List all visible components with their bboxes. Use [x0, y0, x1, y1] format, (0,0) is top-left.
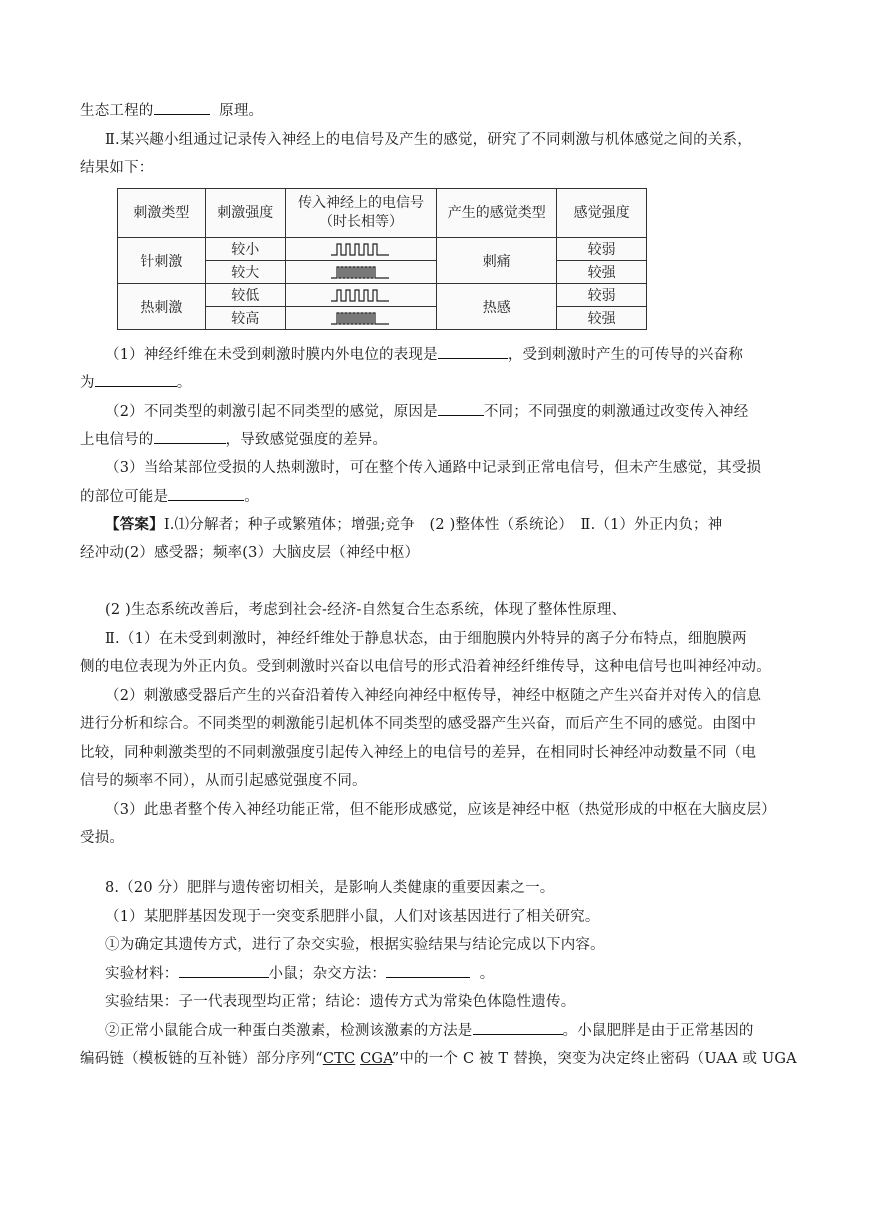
sparse-signal-icon: [329, 287, 393, 303]
text-segment: 不同；不同强度的刺激通过改变传入神经: [483, 404, 749, 420]
answer-blank: [95, 374, 177, 387]
text-line: 受损。: [80, 830, 125, 846]
table-row: [118, 284, 647, 307]
text-segment: ②正常小鼠能合成一种蛋白类激素，检测该激素的方法是: [105, 1023, 473, 1039]
text-segment: 原理。: [219, 103, 264, 119]
text-segment: 上电信号的: [80, 432, 154, 448]
table-row: [118, 238, 647, 261]
text-segment: ，受到刺激时产生的可传导的兴奋称: [507, 347, 744, 363]
text-line: （3）当给某部位受损的人热刺激时，可在整个传入通路中记录到正常电信号，但未产生感觉，其受损: [105, 460, 762, 476]
signal-cell: [285, 307, 437, 330]
text-line: [105, 962, 494, 983]
text-line: 侧的电位表现为外正内负。受到刺激时兴奋以电信号的形式沿着神经纤维传导，这种电信号也叫神经冲动。: [80, 659, 771, 675]
table-cell: 较强: [557, 307, 647, 330]
text-line: （3）此患者整个传入神经功能正常，但不能形成感觉，应该是神经中枢（热觉形成的中枢在大脑皮层）: [105, 802, 776, 818]
text-line: 进行分析和综合。不同类型的刺激能引起机体不同类型的感受器产生兴奋，而后产生不同的感觉。由图中: [80, 716, 757, 732]
table-header: 产生的感觉类型: [437, 189, 557, 238]
table-header: 感觉强度: [557, 189, 647, 238]
answer-label: 【答案】: [105, 516, 164, 533]
signal-cell: [285, 284, 437, 307]
text-line: 8.（20 分）肥胖与遗传密切相关，是影响人类健康的重要因素之一。: [105, 880, 555, 896]
table-cell: 较大: [205, 261, 285, 284]
signal-cell: [285, 238, 437, 261]
text-segment: （2）不同类型的刺激引起不同类型的感觉，原因是: [105, 404, 438, 420]
text-line: 实验结果：子一代表现型均正常；结论：遗传方式为常染色体隐性遗传。: [105, 994, 576, 1010]
text-line: Ⅱ.（1）在未受到刺激时，神经纤维处于静息状态，由于细胞膜内外特异的离子分布特点，细胞膜两: [105, 631, 747, 647]
text-segment: 。: [479, 966, 495, 982]
text-segment: 。: [244, 489, 259, 505]
answer-blank: [154, 431, 226, 444]
text-segment: 。: [176, 375, 192, 391]
text-line: [80, 485, 259, 506]
stimulus-table: [117, 188, 647, 330]
answer-blank: [473, 1022, 563, 1035]
table-cell: 刺痛: [437, 238, 557, 284]
text-segment: 生态工程的: [80, 103, 154, 119]
header-line: 传入神经上的电信号: [298, 195, 425, 211]
answer-blank: [154, 102, 210, 115]
answer-line: [105, 513, 722, 534]
answer-line: 经冲动(2）感受器；频率(3）大脑皮层（神经中枢）: [80, 545, 420, 561]
text-line: (2 )生态系统改善后，考虑到社会-经济-自然复合生态系统，体现了整体性原理、: [105, 602, 627, 618]
answer-blank: [438, 346, 508, 359]
table-header-row: [118, 189, 647, 238]
table-cell: 较强: [557, 261, 647, 284]
text-line: [80, 371, 191, 392]
underlined-codon: CGA: [360, 1051, 392, 1067]
text-line: [80, 1047, 797, 1068]
dense-signal-icon: [329, 310, 393, 326]
table-cell: 较弱: [557, 284, 647, 307]
answer-blank: [179, 965, 269, 978]
text-segment: 编码链（模板链的互补链）部分序列“: [80, 1051, 323, 1067]
answer-blank: [386, 965, 470, 978]
table-cell: 热感: [437, 284, 557, 330]
table-cell: 较弱: [557, 238, 647, 261]
text-line: （2）刺激感受器后产生的兴奋沿着传入神经向神经中枢传导，神经中枢随之产生兴奋并对传入的信息: [105, 688, 762, 704]
text-segment: 为: [80, 375, 95, 391]
text-line: [80, 428, 387, 449]
text-segment: Ⅰ.⑴分解者；种子或繁殖体；增强;竞争 (2 )整体性（系统论） Ⅱ.（1）外正内负；神: [163, 517, 723, 533]
table-header: 刺激强度: [205, 189, 285, 238]
text-line: [80, 99, 263, 120]
text-line: ①为确定其遗传方式，进行了杂交实验，根据实验结果与结论完成以下内容。: [105, 937, 605, 953]
text-segment: （1）神经纤维在未受到刺激时膜内外电位的表现是: [105, 347, 438, 363]
table-cell: 较高: [205, 307, 285, 330]
answer-blank: [438, 403, 484, 416]
text-line: [105, 343, 743, 364]
sparse-signal-icon: [329, 241, 393, 257]
text-line: Ⅱ.某兴趣小组通过记录传入神经上的电信号及产生的感觉，研究了不同刺激与机体感觉之间的关系，: [105, 132, 752, 148]
text-line: [105, 1019, 754, 1040]
text-segment: 实验材料：: [105, 966, 179, 982]
text-segment: ”中的一个 C 被 T 替换，突变为决定终止密码（UAA 或 UGA: [391, 1051, 797, 1067]
dense-signal-icon: [329, 264, 393, 280]
answer-blank: [168, 488, 244, 501]
table-header: [285, 189, 437, 238]
signal-cell: [285, 261, 437, 284]
text-line: 比较，同种刺激类型的不同刺激强度引起传入神经上的电信号的差异，在相同时长神经冲动数量不同（电: [80, 745, 757, 761]
table-cell: 热刺激: [118, 284, 206, 330]
header-line: （时长相等）: [319, 214, 404, 230]
table-cell: 较小: [205, 238, 285, 261]
table-cell: 针刺激: [118, 238, 206, 284]
table-header: 刺激类型: [118, 189, 206, 238]
text-line: 信号的频率不同），从而引起感觉强度不同。: [80, 773, 367, 789]
text-segment: ，导致感觉强度的差异。: [225, 432, 388, 448]
text-line: [105, 400, 748, 421]
text-segment: 的部位可能是: [80, 489, 169, 505]
text-segment: 。小鼠肥胖是由于正常基因的: [562, 1023, 754, 1039]
text-line: 结果如下：: [80, 160, 154, 176]
table-cell: 较低: [205, 284, 285, 307]
text-line: （1）某肥胖基因发现于一突变系肥胖小鼠，人们对该基因进行了相关研究。: [105, 909, 600, 925]
underlined-codon: CTC: [322, 1051, 356, 1067]
text-segment: 小鼠；杂交方法：: [268, 966, 387, 982]
